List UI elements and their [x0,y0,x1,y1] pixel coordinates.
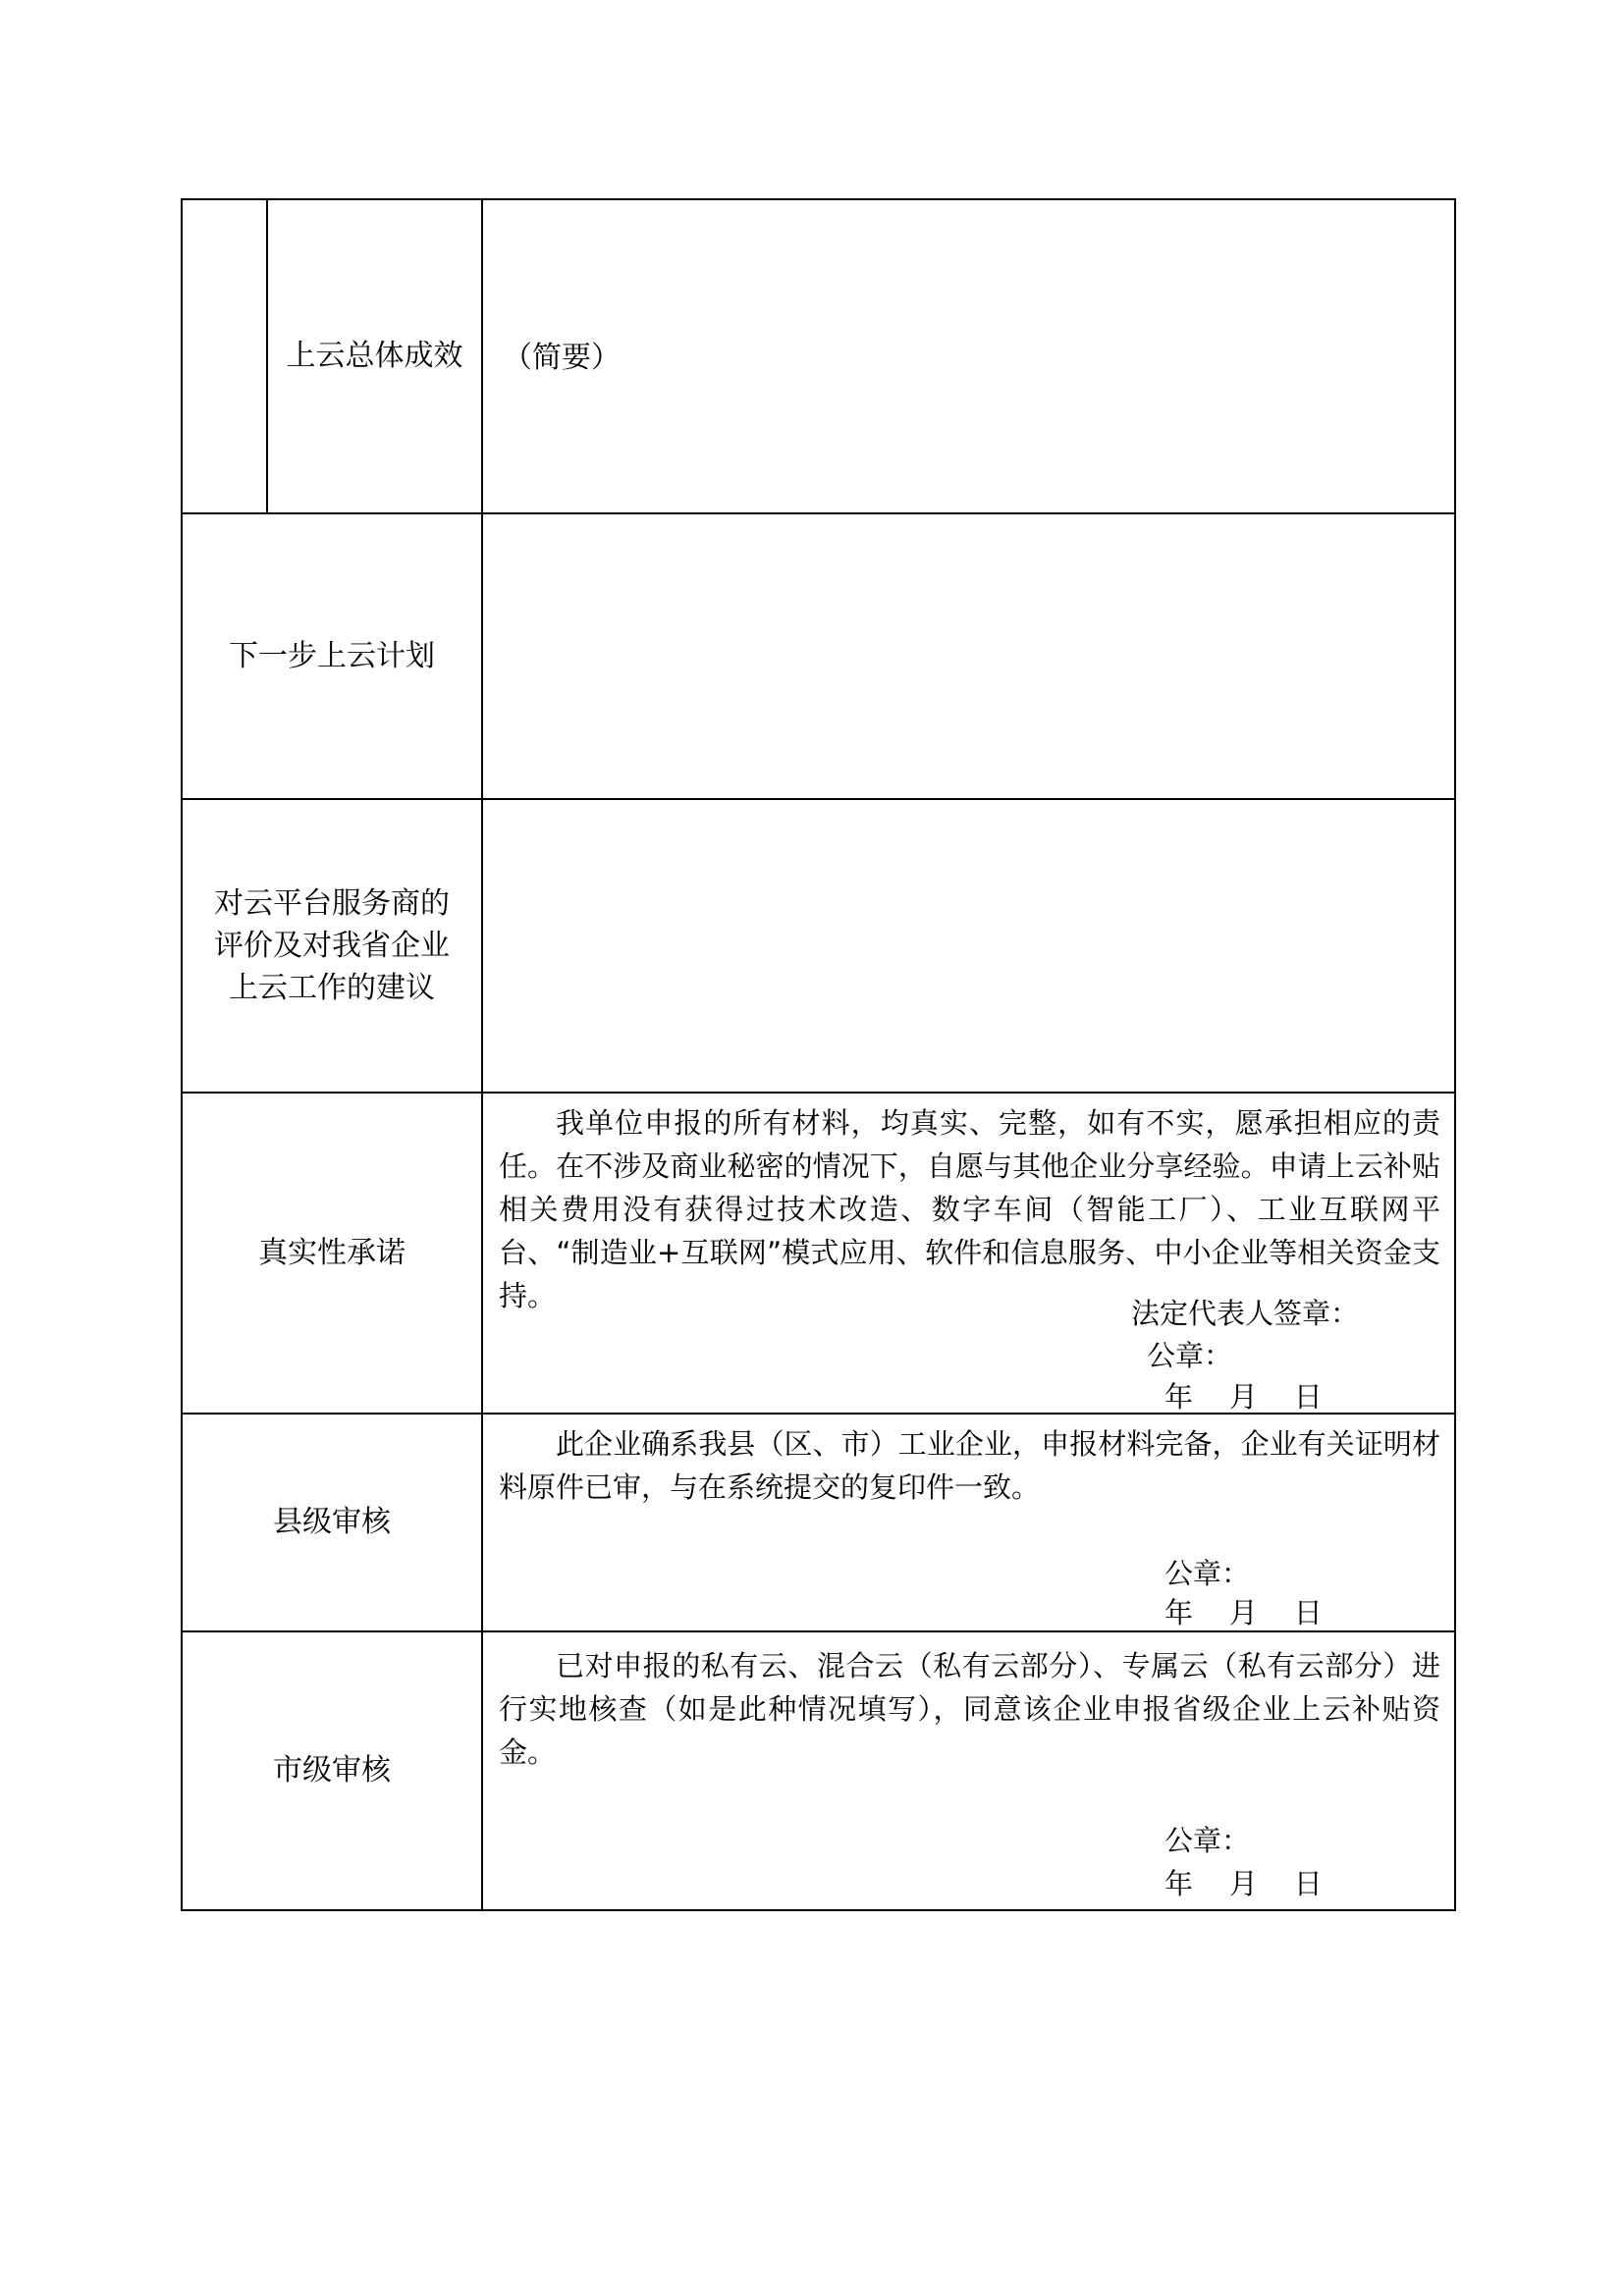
city-review-statement: 已对申报的私有云、混合云（私有云部分）、专属云（私有云部分）进行实地核查（如是此种情况填写），同意该企业申报省级企业上云补贴资金。 [499,1649,1440,1769]
row-city-review [182,1631,1455,1910]
evaluation-label-cell [182,799,482,1093]
overall-effect-brief-hint: （简要） [503,341,621,375]
row-evaluation [182,799,1455,1093]
legal-representative-signature: 法定代表人签章： [1131,1297,1360,1330]
commitment-label: 真实性承诺 [258,1235,406,1270]
city-review-label: 市级审核 [273,1753,391,1788]
next-plan-content-cell [482,513,1455,799]
row-overall-effect [182,199,1455,513]
commitment-label-cell [182,1093,482,1414]
overall-effect-content-cell [482,199,1455,513]
commitment-statement: 我单位申报的所有材料，均真实、完整，如有不实，愿承担相应的责任。在不涉及商业秘密的情况下，自愿与其他企业分享经验。申请上云补贴相关费用没有获得过技术改造、数字车间（智能工厂）、工业互联网平台、“制造业+互联网”模式应用、软件和信息服务、中小企业等相关资金支持。 [499,1106,1440,1312]
city-review-label-cell [182,1631,482,1910]
commitment-date: 年 月 日 [1164,1380,1323,1414]
county-review-content-cell [482,1414,1455,1631]
county-review-seal: 公章： [1164,1557,1251,1590]
evaluation-label-line-2: 评价及对我省企业 [214,929,450,963]
county-review-label: 县级审核 [273,1505,391,1539]
next-plan-label: 下一步上云计划 [229,638,435,673]
evaluation-label-line-3: 上云工作的建议 [229,971,435,1005]
evaluation-label-line-1: 对云平台服务商的 [214,886,450,921]
city-review-seal: 公章： [1164,1824,1251,1857]
overall-effect-label-cell [267,199,482,513]
city-review-date: 年 月 日 [1164,1867,1323,1900]
county-review-statement: 此企业确系我县（区、市）工业企业，申报材料完备，企业有关证明材料原件已审，与在系统提交的复印件一致。 [499,1427,1440,1504]
city-review-content-cell [482,1631,1455,1910]
row-commitment [182,1093,1455,1414]
overall-effect-label: 上云总体成效 [286,339,463,373]
row-county-review [182,1414,1455,1631]
county-review-label-cell [182,1414,482,1631]
next-plan-label-cell [182,513,482,799]
commitment-content-cell [482,1093,1455,1414]
evaluation-content-cell [482,799,1455,1093]
application-form-table [181,198,1456,1911]
commitment-seal: 公章： [1147,1339,1233,1372]
county-review-date: 年 月 日 [1164,1596,1323,1629]
row-next-plan [182,513,1455,799]
blank-merged-cell [182,199,267,513]
